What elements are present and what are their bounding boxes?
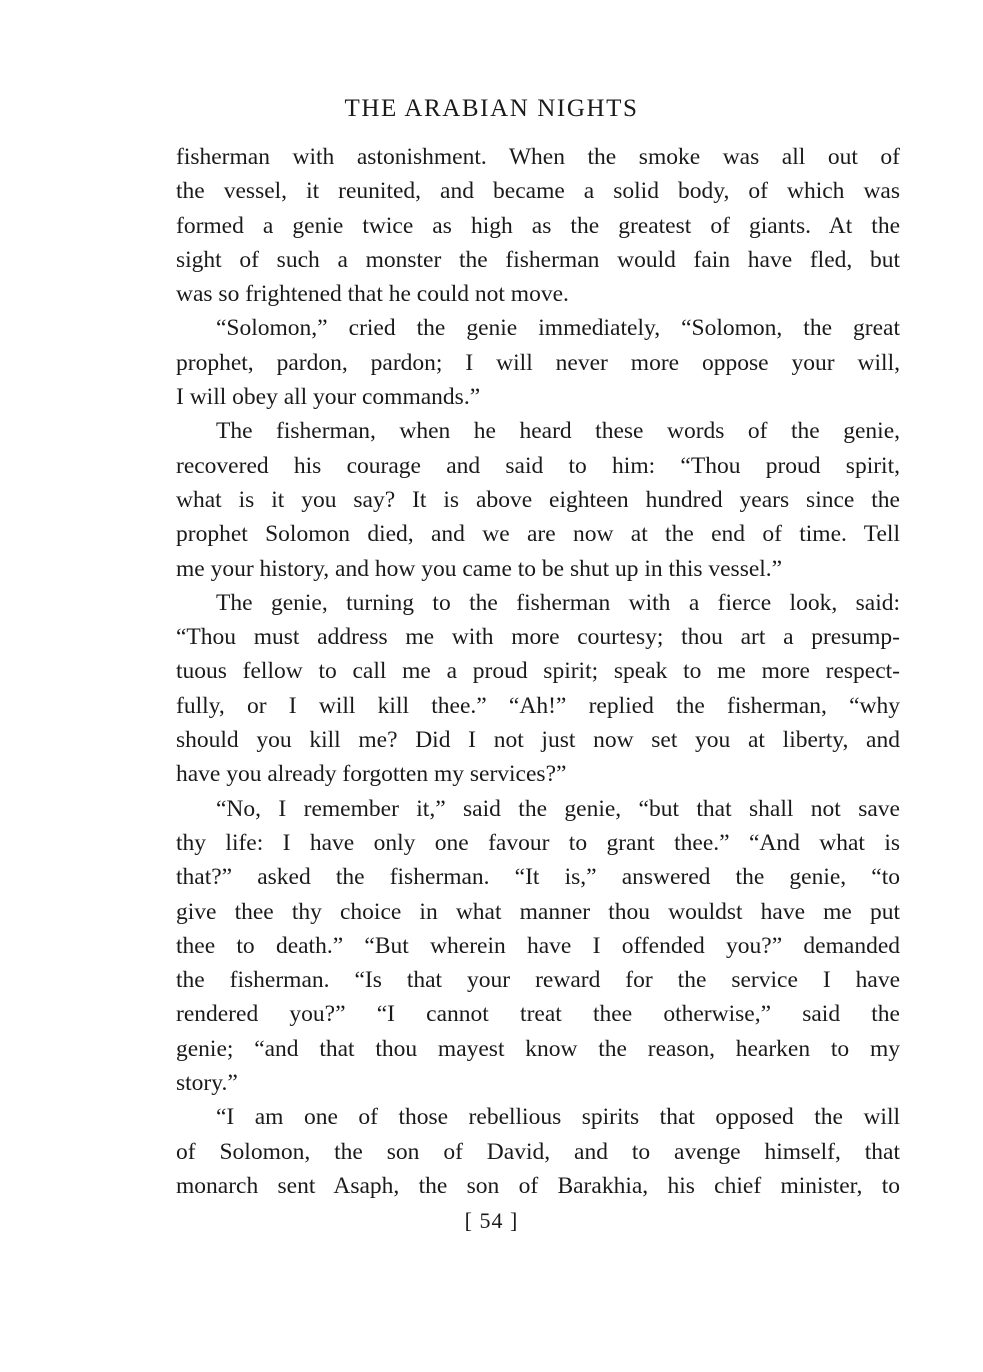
text-line: “Thou must address me with more courtesy; thou art a presump- xyxy=(176,624,900,651)
page-number: [ 54 ] xyxy=(464,1208,519,1233)
text-line: tuous fellow to call me a proud spirit; speak to me more respect- xyxy=(176,658,900,685)
text-line: prophet Solomon died, and we are now at the end of time. Tell xyxy=(176,521,900,548)
text-line: “No, I remember it,” said the genie, “but that shall not save xyxy=(216,795,900,822)
text-line: recovered his courage and said to him: “Thou proud spirit, xyxy=(176,452,900,479)
text-line: thy life: I have only one favour to grant thee.” “And what is xyxy=(176,829,900,856)
text-line: of Solomon, the son of David, and to avenge himself, that xyxy=(176,1138,900,1165)
text-line: should you kill me? Did I not just now set you at liberty, and xyxy=(176,727,900,754)
text-line: I will obey all your commands.” xyxy=(176,384,481,411)
text-line: sight of such a monster the fisherman would fain have fled, but xyxy=(176,246,900,273)
text-line: me your history, and how you came to be shut up in this vessel.” xyxy=(176,555,783,582)
text-line: “I am one of those rebellious spirits that opposed the will xyxy=(216,1104,900,1131)
text-line: prophet, pardon, pardon; I will never more oppose your will, xyxy=(176,349,900,376)
text-line: that?” asked the fisherman. “It is,” answered the genie, “to xyxy=(176,864,900,891)
text-line: was so frightened that he could not move. xyxy=(176,281,569,308)
text-line: “Solomon,” cried the genie immediately, “Solomon, the great xyxy=(216,315,900,342)
text-line: what is it you say? It is above eighteen hundred years since the xyxy=(176,486,900,513)
text-line: monarch sent Asaph, the son of Barakhia, his chief minister, to xyxy=(176,1172,900,1199)
text-line: the fisherman. “Is that your reward for the service I have xyxy=(176,967,900,994)
text-line: The genie, turning to the fisherman with a fierce look, said: xyxy=(216,589,900,616)
text-line: give thee thy choice in what manner thou wouldst have me put xyxy=(176,898,900,925)
text-line: story.” xyxy=(176,1070,238,1097)
text-line: the vessel, it reunited, and became a solid body, of which was xyxy=(176,178,900,205)
running-head: THE ARABIAN NIGHTS xyxy=(344,95,639,122)
body-text xyxy=(176,140,900,1203)
text-line: have you already forgotten my services?” xyxy=(176,761,567,788)
text-line: fully, or I will kill thee.” “Ah!” replied the fisherman, “why xyxy=(176,692,900,719)
text-line: formed a genie twice as high as the greatest of giants. At the xyxy=(176,212,900,239)
text-line: The fisherman, when he heard these words of the genie, xyxy=(216,418,900,445)
text-line: genie; “and that thou mayest know the reason, hearken to my xyxy=(176,1035,900,1062)
text-line: fisherman with astonishment. When the smoke was all out of xyxy=(176,144,900,170)
text-line: rendered you?” “I cannot treat thee otherwise,” said the xyxy=(176,1001,900,1028)
text-line: thee to death.” “But wherein have I offended you?” demanded xyxy=(176,932,900,959)
